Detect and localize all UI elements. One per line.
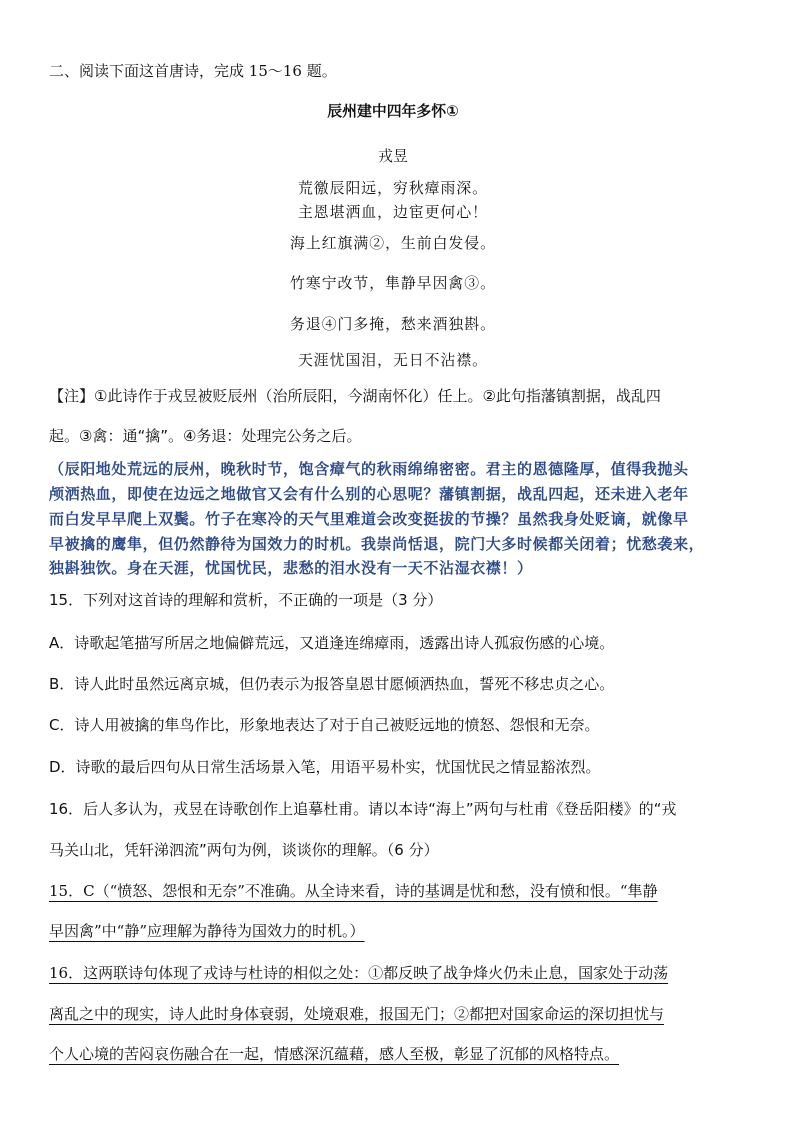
question-15-stem: 15．下列对这首诗的理解和赏析，不正确的一项是（3 分） (49, 591, 443, 609)
answer-line: 早因禽”中“静”应理解为静待为国效力的时机。） (49, 922, 365, 940)
poem-line: 竹寒宁改节，隼静早因禽③。 (290, 274, 496, 292)
poem-line: 主恩堪洒血，边宦更何心！ (297, 203, 489, 221)
question-16-line: 16．后人多认为，戎昱在诗歌创作上追摹杜甫。请以本诗“海上”两句与杜甫《登岳阳楼》的“戎 (49, 800, 677, 818)
poem-author: 戎昱 (378, 147, 408, 165)
poem-line: 荒徼辰阳远，穷秋瘴雨深。 (297, 179, 489, 197)
section-heading: 二、阅读下面这首唐诗，完成 15～16 题。 (49, 62, 337, 80)
translation-line: 而白发早早爬上双鬓。竹子在寒冷的天气里难道会改变挺拔的节操？虽然我身处贬谪，就像早 (49, 510, 689, 528)
answer-line: 16．这两联诗句体现了戎诗与杜诗的相似之处：①都反映了战争烽火仍未止息，国家处于动荡 (49, 964, 669, 982)
answer-line: 离乱之中的现实，诗人此时身体衰弱，处境艰难，报国无门；②都把对国家命运的深切担忧与 (49, 1005, 665, 1023)
question-15-option-b: B．诗人此时虽然远离京城，但仍表示为报答皇恩甘愿倾洒热血，誓死不移忠贞之心。 (49, 675, 615, 693)
answer-line: 个人心境的苦闷哀伤融合在一起，情感深沉蕴藉，感人至极，彰显了沉郁的风格特点。 (49, 1045, 620, 1063)
translation-line: 颅洒热血，即使在边远之地做官又会有什么别的心思呢？藩镇割据，战乱四起，还未进入老年 (49, 485, 689, 503)
translation-line: 早被擒的鹰隼，但仍然静待为国效力的时机。我崇尚恬退，院门大多时候都关闭着；忧愁袭来， (49, 535, 705, 553)
poem-title: 辰州建中四年多怀① (327, 102, 459, 120)
question-15-option-a: A．诗歌起笔描写所居之地偏僻荒远，又逍逢连绵瘴雨，透露出诗人孤寂伤感的心境。 (49, 634, 615, 652)
annotation-line: 【注】①此诗作于戎昱被贬辰州（治所辰阳，今湖南怀化）任上。②此句指藩镇割据，战乱四 (49, 387, 661, 405)
question-16-line: 马关山北，凭轩涕泗流”两句为例，谈谈你的理解。（6 分） (49, 841, 439, 859)
poem-line: 天涯忧国泪，无日不沾襟。 (297, 351, 489, 369)
answer-line: 15．C（“愤怒、怨恨和无奈”不准确。从全诗来看，诗的基调是忧和愁，没有愤和恨。“隼静 (49, 882, 658, 900)
question-15-option-d: D．诗歌的最后四句从日常生活场景入笔，用语平易朴实，忧国忧民之情显豁浓烈。 (49, 758, 601, 776)
translation-line: （辰阳地处荒远的辰州，晚秋时节，饱含瘴气的秋雨绵绵密密。君主的恩德隆厚，值得我抛头 (49, 460, 689, 478)
annotation-line: 起。③禽：通“擒”。④务退：处理完公务之后。 (49, 427, 362, 445)
poem-line: 务退④门多掩，愁来酒独斟。 (290, 315, 496, 333)
poem-line: 海上红旗满②，生前白发侵。 (290, 234, 496, 252)
question-15-option-c: C．诗人用被擒的隼鸟作比，形象地表达了对于自己被贬远地的愤怒、怨恨和无奈。 (49, 716, 600, 734)
translation-line: 独斟独饮。身在天涯，忧国忧民，悲愁的泪水没有一天不沾湿衣襟！） (49, 559, 533, 577)
